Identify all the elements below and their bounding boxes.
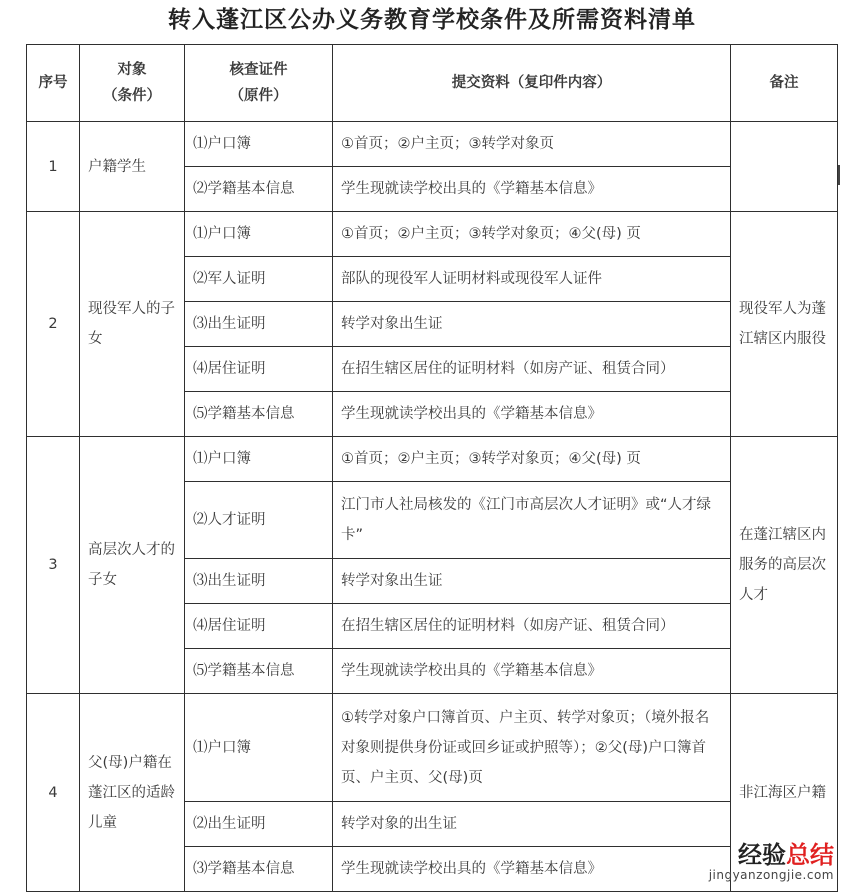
cert-cell: ⑵军人证明: [185, 257, 333, 302]
requirements-table: [26, 44, 838, 892]
material-cell: ①首页；②户主页；③转学对象页；④父(母) 页: [333, 212, 731, 257]
material-cell: 学生现就读学校出具的《学籍基本信息》: [333, 649, 731, 694]
header-subject-sub: （条件）: [103, 88, 161, 104]
group-3-remark: 在蓬江辖区内服务的高层次人才: [731, 437, 838, 694]
watermark-url: jingyanzongjie.com: [708, 868, 834, 882]
group-4-no: 4: [27, 694, 80, 892]
group-4-subject: 父(母)户籍在蓬江区的适龄儿童: [80, 694, 185, 892]
group-2-no: 2: [27, 212, 80, 437]
cert-cell: ⑷居住证明: [185, 604, 333, 649]
cert-cell: ⑴户口簿: [185, 694, 333, 802]
cert-cell: ⑵学籍基本信息: [185, 167, 333, 212]
watermark: [709, 842, 834, 882]
watermark-brand: [709, 842, 834, 868]
group-3-subject: 高层次人才的子女: [80, 437, 185, 694]
material-cell: 江门市人社局核发的《江门市高层次人才证明》或“人才绿卡”: [333, 482, 731, 559]
material-cell: 转学对象出生证: [333, 302, 731, 347]
group-3-no: 3: [27, 437, 80, 694]
material-cell: 转学对象出生证: [333, 559, 731, 604]
header-subject-label: 对象: [117, 62, 147, 78]
group-4-remark: 非江海区户籍: [731, 694, 838, 892]
header-remark: 备注: [731, 45, 838, 122]
material-cell: 学生现就读学校出具的《学籍基本信息》: [333, 167, 731, 212]
material-cell: ①首页；②户主页；③转学对象页: [333, 122, 731, 167]
watermark-brand-a: 经验: [738, 841, 786, 869]
material-cell: ①转学对象户口簿首页、户主页、转学对象页；（境外报名对象则提供身份证或回乡证或护照等）；②父(母)户口簿首页、户主页、父(母)页: [333, 694, 731, 802]
cert-cell: ⑸学籍基本信息: [185, 649, 333, 694]
table-row: [27, 437, 838, 482]
table-row: [27, 212, 838, 257]
cert-cell: ⑶出生证明: [185, 302, 333, 347]
material-cell: 学生现就读学校出具的《学籍基本信息》: [333, 392, 731, 437]
watermark-brand-b: 总结: [786, 841, 834, 869]
cert-cell: ⑴户口簿: [185, 122, 333, 167]
material-cell: 转学对象的出生证: [333, 802, 731, 847]
group-2-subject: 现役军人的子女: [80, 212, 185, 437]
header-no: 序号: [27, 45, 80, 122]
page-title: 转入蓬江区公办义务教育学校条件及所需资料清单: [168, 6, 696, 33]
table-row: [27, 694, 838, 802]
group-1-no: 1: [27, 122, 80, 212]
group-2-remark: 现役军人为蓬江辖区内服役: [731, 212, 838, 437]
header-subject: [80, 45, 185, 122]
material-cell: 在招生辖区居住的证明材料（如房产证、租赁合同）: [333, 604, 731, 649]
group-1-subject: 户籍学生: [80, 122, 185, 212]
material-cell: 部队的现役军人证明材料或现役军人证件: [333, 257, 731, 302]
header-certificate-label: 核查证件: [229, 62, 288, 78]
material-cell: 学生现就读学校出具的《学籍基本信息》: [333, 847, 731, 892]
header-certificate-sub: （原件）: [229, 88, 288, 104]
header-row: [27, 45, 838, 122]
edge-mark: [838, 165, 840, 185]
table-row: [27, 122, 838, 167]
header-certificate: [185, 45, 333, 122]
cert-cell: ⑴户口簿: [185, 212, 333, 257]
cert-cell: ⑶出生证明: [185, 559, 333, 604]
cert-cell: ⑸学籍基本信息: [185, 392, 333, 437]
material-cell: ①首页；②户主页；③转学对象页；④父(母) 页: [333, 437, 731, 482]
header-materials: 提交资料（复印件内容）: [333, 45, 731, 122]
cert-cell: ⑷居住证明: [185, 347, 333, 392]
cert-cell: ⑴户口簿: [185, 437, 333, 482]
material-cell: 在招生辖区居住的证明材料（如房产证、租赁合同）: [333, 347, 731, 392]
cert-cell: ⑶学籍基本信息: [185, 847, 333, 892]
cert-cell: ⑵人才证明: [185, 482, 333, 559]
cert-cell: ⑵出生证明: [185, 802, 333, 847]
group-1-remark: [731, 122, 838, 212]
